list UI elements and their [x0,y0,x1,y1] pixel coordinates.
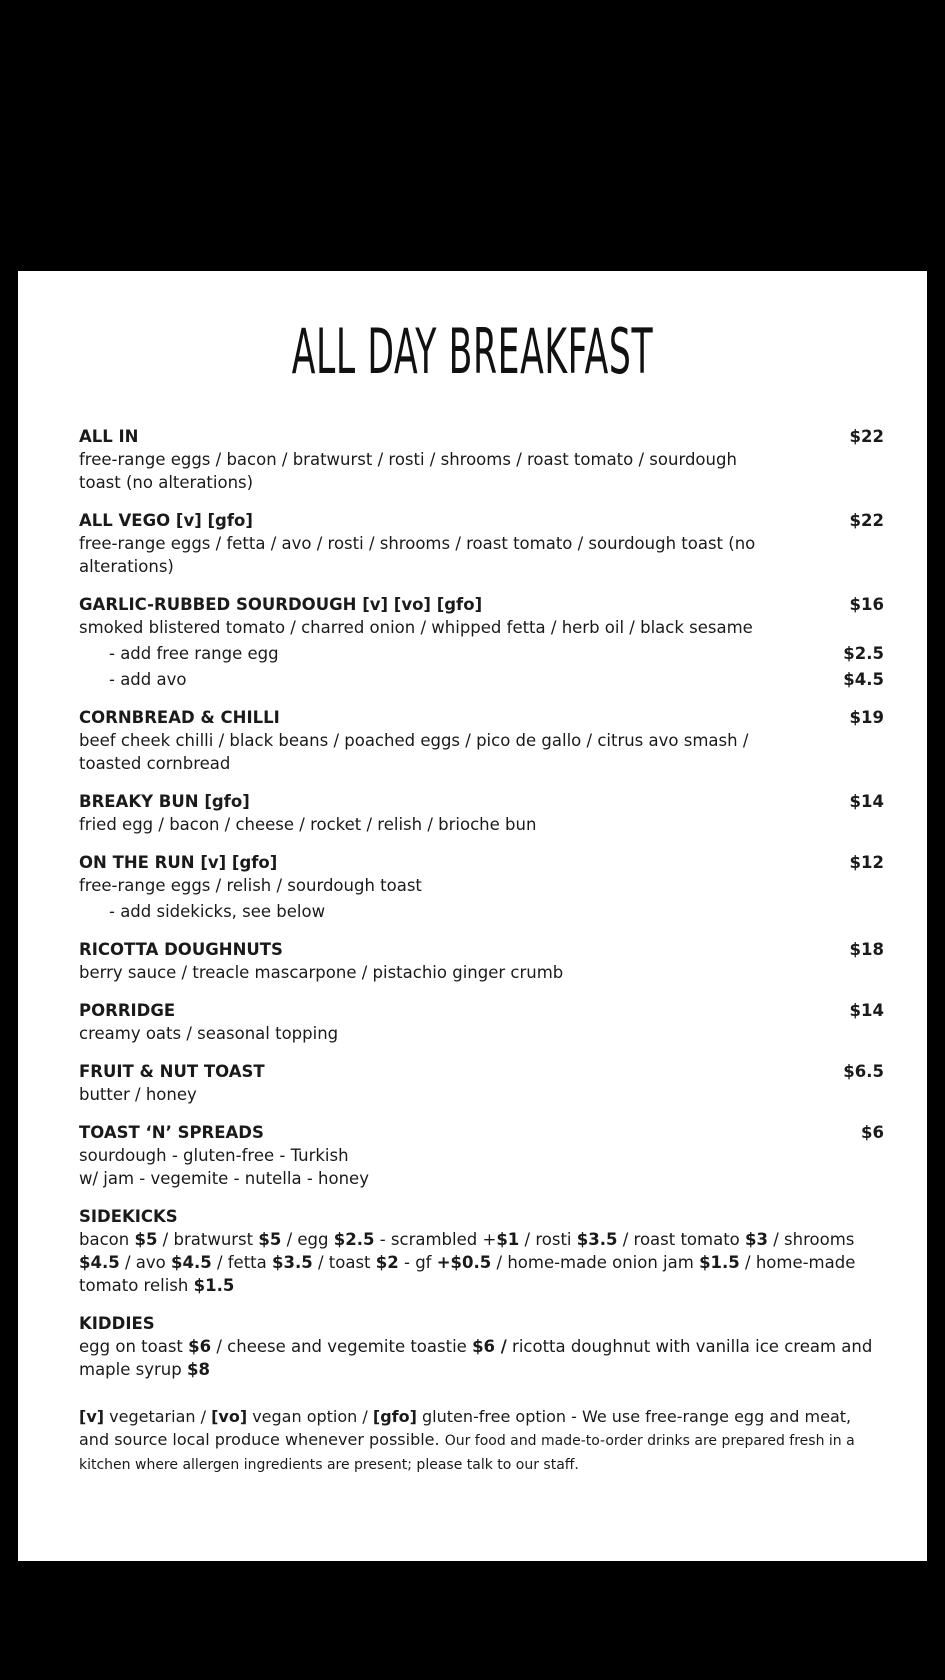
menu-item-price: $19 [849,708,884,727]
addon-label: - add free range egg [109,644,279,663]
price-text: $8 [186,1360,210,1379]
menu-item [79,1060,884,1106]
menu-item-header [79,790,884,813]
menu-item [79,1121,884,1190]
price-text: [v] [79,1407,105,1426]
menu-item [79,509,884,578]
menu-item-name: ON THE RUN [v] [gfo] [79,853,278,872]
sidekicks-title: SIDEKICKS [79,1207,178,1226]
price-text: $4.5 [170,1253,212,1272]
menu-item [79,790,884,836]
menu-item-price: $12 [849,853,884,872]
menu-item-header [79,706,884,729]
menu-item-price: $6.5 [843,1062,884,1081]
price-text: $4.5 [79,1253,120,1272]
menu-item-price: $22 [849,511,884,530]
text-run: vegetarian / [104,1407,212,1426]
price-text: $2.5 [333,1230,375,1249]
text-run: gluten-free option - We use free-range egg and meat, and source local produce whenever possible. [79,1407,852,1449]
price-text: $1.5 [699,1253,740,1272]
text-run: - gf [398,1253,437,1272]
text-run: / avo [119,1253,171,1272]
menu-item-description: free-range eggs / relish / sourdough toast [79,876,422,895]
text-run: egg on toast [79,1337,189,1356]
menu-item-header [79,938,884,961]
menu-item-description: beef cheek chilli / black beans / poached eggs / pico de gallo / citrus avo smash / toasted cornbread [79,731,749,773]
price-text: $6 [188,1337,212,1356]
text-run: / cheese and vegemite toastie [211,1337,473,1356]
menu-item-name: ALL VEGO [v] [gfo] [79,511,253,530]
menu-item-price: $6 [861,1123,884,1142]
text-run: / rosti [519,1230,577,1249]
price-text: $1.5 [193,1276,235,1295]
menu-footer [79,1405,884,1476]
price-text: [vo] [211,1407,248,1426]
menu-item-price: $14 [849,792,884,811]
text-run: / toast [312,1253,376,1272]
menu-item-description: smoked blistered tomato / charred onion / whipped fetta / herb oil / black sesame [79,618,753,637]
price-text: $6 / [472,1337,507,1356]
addon-price: $2.5 [843,644,884,663]
menu-item-price: $18 [849,940,884,959]
addon-label: - add avo [109,670,187,689]
text-run: / home-made tomato relish [79,1253,856,1295]
menu-item-header [79,1060,884,1083]
text-run: ricotta doughnut with vanilla ice cream and maple syrup [79,1337,873,1379]
menu-item-description: butter / honey [79,1085,197,1104]
menu-items [79,425,884,1190]
menu-item-description: free-range eggs / fetta / avo / rosti / shrooms / roast tomato / sourdough toast (no alterations) [79,534,756,576]
menu-item-description: creamy oats / seasonal topping [79,1024,339,1043]
menu-item-header [79,509,884,532]
kiddies-title: KIDDIES [79,1314,155,1333]
menu-item-description: fried egg / bacon / cheese / rocket / relish / brioche bun [79,815,537,834]
menu-item-name: PORRIDGE [79,1001,176,1020]
menu-item-header [79,425,884,448]
price-text: $5 [134,1230,158,1249]
menu-item [79,593,884,691]
menu-item-price: $14 [849,1001,884,1020]
kiddies-section [79,1312,884,1381]
menu-item-description: berry sauce / treacle mascarpone / pistachio ginger crumb [79,963,564,982]
text-run: / roast tomato [617,1230,746,1249]
menu-item-name: TOAST ‘N’ SPREADS [79,1123,264,1142]
menu-item-description: sourdough - gluten-free - Turkish w/ jam - vegemite - nutella - honey [79,1146,369,1188]
menu-item [79,999,884,1045]
menu-item [79,706,884,775]
text-run: / home-made onion jam [491,1253,700,1272]
menu-item-name: ALL IN [79,427,139,446]
text-run: / egg [281,1230,334,1249]
menu-item-name: GARLIC-RUBBED SOURDOUGH [v] [vo] [gfo] [79,595,483,614]
price-text: $3.5 [576,1230,618,1249]
price-text: $3 [745,1230,768,1249]
menu-item-name: CORNBREAD & CHILLI [79,708,280,727]
menu-item-header [79,1121,884,1144]
menu-item-header [79,999,884,1022]
menu-title: ALL DAY BREAKFAST [291,315,654,388]
menu-item-header [79,593,884,616]
text-run: vegan option / [247,1407,373,1426]
footer-allergen-note: Our food and made-to-order drinks are prepared fresh in a kitchen where allergen ingredients are present; please talk to our staff. [79,1433,855,1473]
menu-item-name: RICOTTA DOUGHNUTS [79,940,283,959]
text-run: bacon [79,1230,135,1249]
menu-item-addon [79,668,884,691]
price-text: $5 [258,1230,282,1249]
addon-label: - add sidekicks, see below [109,902,326,921]
menu-item [79,851,884,923]
menu-item-header [79,851,884,874]
menu-item-description: free-range eggs / bacon / bratwurst / rosti / shrooms / roast tomato / sourdough toast (no alterations) [79,450,737,492]
menu-page [18,271,927,1561]
addon-price: $4.5 [843,670,884,689]
price-text: $3.5 [272,1253,313,1272]
text-run: - scrambled + [374,1230,497,1249]
menu-item [79,425,884,494]
menu-item-price: $22 [849,427,884,446]
menu-item-addon [79,900,884,923]
menu-item-price: $16 [849,595,884,614]
text-run: / shrooms [767,1230,855,1249]
menu-item-name: FRUIT & NUT TOAST [79,1062,265,1081]
menu-item [79,938,884,984]
price-text: +$0.5 [436,1253,492,1272]
kiddies-text [79,1335,884,1381]
text-run: / bratwurst [157,1230,259,1249]
price-text: $1 [496,1230,520,1249]
menu-item-addon [79,642,884,665]
text-run: / fetta [211,1253,273,1272]
sidekicks-text [79,1228,884,1297]
price-text: $2 [375,1253,399,1272]
menu-content [79,425,884,1476]
sidekicks-section [79,1205,884,1297]
price-text: [gfo] [372,1407,417,1426]
menu-item-name: BREAKY BUN [gfo] [79,792,250,811]
